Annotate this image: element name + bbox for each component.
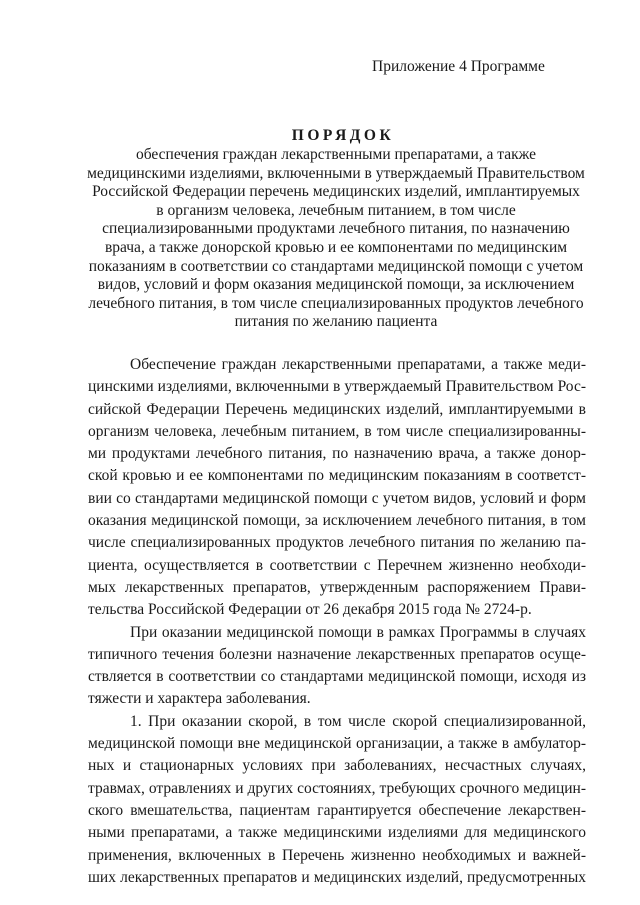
subtitle-line: медицинскими изделиями, включенными в утверждаемый Правительством [87,164,585,182]
paragraph-line: циента, осуществляется в соответствии с Перечнем жизненно необходи- [88,556,586,574]
paragraph-line: ского вмешательства, пациентам гарантируется обеспечение лекарствен- [88,801,586,819]
subtitle-line: врача, а также донорской кровью и ее компонентами по медицинским [104,238,568,256]
subtitle-line: показаниям в соответствии со стандартами медицинской помощи с учетом [88,257,584,275]
paragraph-line: числе специализированных продуктов лечебного питания по желанию па- [88,534,586,552]
appendix-heading: Приложение 4 Программе [372,58,545,75]
subtitle-line: в организм человека, лечебным питанием, в том числе [156,201,516,219]
paragraph-line: ской кровью и ее компонентами по медицинским показаниям в соответст- [88,467,586,485]
subtitle-line: питания по желанию пациента [234,313,438,331]
paragraph-2 [88,622,586,711]
subtitle-line: Российской Федерации перечень медицинских изделий, имплантируемых [92,183,580,201]
subtitle-line: специализированными продуктами лечебного питания, по назначению [102,220,570,238]
document-title: ПОРЯДОК [291,127,395,144]
paragraph-line: ных и стационарных условиях при заболеваниях, несчастных случаях, [88,757,586,775]
paragraph-1 [88,354,586,622]
subtitle-line: обеспечения граждан лекарственными препаратами, а также [135,146,537,163]
paragraph-line: Обеспечение граждан лекарственными препаратами, а также меди- [130,356,586,373]
paragraph-line: сийской Федерации Перечень медицинских изделий, имплантируемыми в [88,400,586,418]
paragraph-line: ствляется в соответствии со стандартами медицинской помощи, исходя из [88,668,586,686]
paragraph-line: 1. При оказании скорой, в том числе скорой специализированной, [130,712,586,730]
paragraph-line: мых лекарственных препаратов, утвержденным распоряжением Прави- [88,578,586,596]
paragraph-line: применения, включенных в Перечень жизненно необходимых и важней- [88,846,586,864]
document-body [88,354,586,889]
subtitle-line: лечебного питания, в том числе специализированных продуктов лечебного [88,294,584,312]
paragraph-line: ших лекарственных препаратов и медицинских изделий, предусмотренных [88,868,586,886]
paragraph-line: тяжести и характера заболевания. [88,690,311,708]
paragraph-line: цинскими изделиями, включенными в утверждаемый Правительством Рос- [88,378,586,396]
paragraph-line: ми продуктами лечебного питания, по назначению врача, а также донор- [88,445,586,463]
document-subtitle [86,146,586,332]
subtitle-line: видов, условий и форм оказания медицинской помощи, за исключением [97,276,575,294]
paragraph-line: медицинской помощи вне медицинской организации, а также в амбулатор- [88,735,586,753]
paragraph-line: ными препаратами, а также медицинскими изделиями для медицинского [88,824,586,842]
paragraph-3 [88,711,586,889]
paragraph-line: травмах, отравлениях и других состояниях, требующих срочного медицин- [88,779,586,797]
paragraph-line: типичного течения болезни назначение лекарственных препаратов осуще- [88,645,586,663]
paragraph-line: вии со стандартами медицинской помощи с учетом видов, условий и форм [88,489,586,507]
paragraph-line: тельства Российской Федерации от 26 декабря 2015 года № 2724-р. [88,601,532,619]
paragraph-line: организм человека, лечебным питанием, в том числе специализированны- [88,422,586,440]
paragraph-line: При оказании медицинской помощи в рамках Программы в случаях [130,623,586,641]
paragraph-line: оказания медицинской помощи, за исключением лечебного питания, в том [88,512,586,530]
